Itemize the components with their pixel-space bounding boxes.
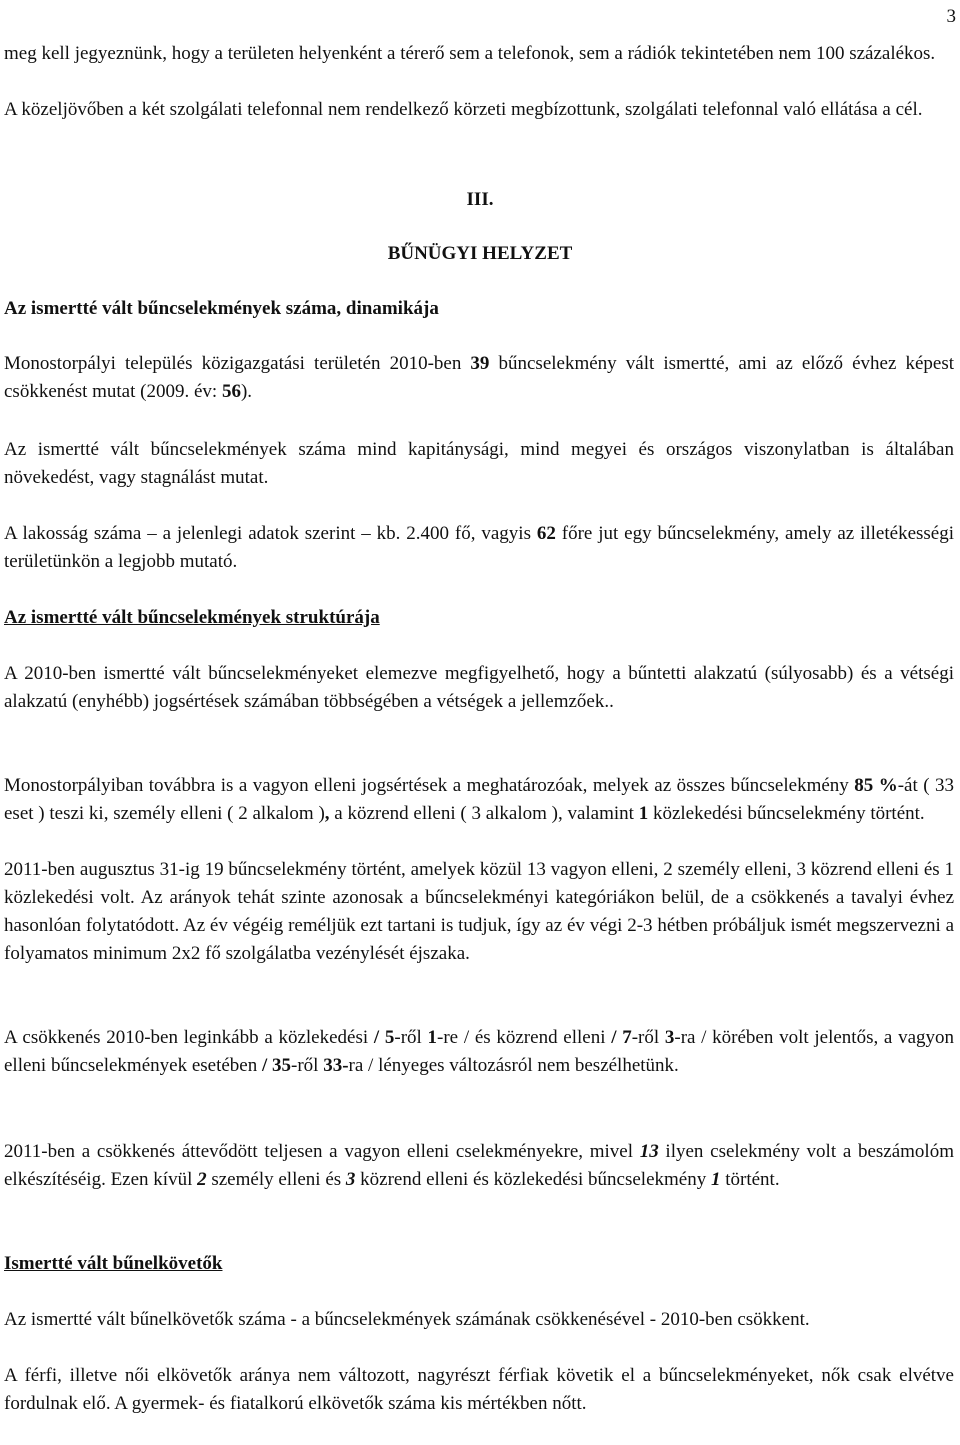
heading-dinamika: Az ismertté vált bűncselekmények száma, dinamikája bbox=[4, 298, 439, 319]
paragraph-decrease-2011: 2011-ben a csökkenés áttevődött teljesen a vagyon elleni cselekményekre, mivel 13 ilyen cselekmény volt a beszámolóm elkészítéséig. Ezen kívül 2 személy elleni és 3 közrend elleni és közlekedési bűncselekmény 1 történt. bbox=[4, 1141, 954, 1190]
intro-paragraph: meg kell jegyeznünk, hogy a területen helyenként a térerő sem a telefonok, sem a rádiók tekintetében nem 100 százalékos. bbox=[4, 43, 936, 64]
paragraph-population: A lakosság száma – a jelenlegi adatok szerint – kb. 2.400 fő, vagyis 62 főre jut egy bűncselekmény, amely az illetékességi területünkön a legjobb mutató. bbox=[4, 523, 955, 572]
heading-elkovetok: Ismertté vált bűnelkövetők bbox=[4, 1253, 223, 1274]
intro-paragraph-2: A közeljövőben a két szolgálati telefonnal nem rendelkező körzeti megbízottunk, szolgálati telefonnal való ellátása a cél. bbox=[4, 99, 923, 120]
paragraph-2011: 2011-ben augusztus 31-ig 19 bűncselekmény történt, amelyek közül 13 vagyon elleni, 2 személy elleni, 3 közrend elleni és 1 közlekedési volt. Az arányok tehát szinte azonosak a bűncselekményi kategóriákon belül, de a csökkenés a tavalyi évhez hasonlóan folytatódott. Az év végéig reméljük ezt tartani is tudjuk, így az év végi 2-3 hétben próbáljuk ismét megszervezni a folyamatos minimum 2x2 fő szolgálatba vezénylését éjszaka. bbox=[4, 859, 954, 964]
paragraph-decrease-2010: A csökkenés 2010-ben leginkább a közlekedési / 5-ről 1-re / és közrend elleni / 7-ről 3-ra / körében volt jelentős, a vagyon elleni bűncselekmények esetében / 35-ről 33-ra / lényeges változásról nem beszélhetünk. bbox=[4, 1027, 955, 1076]
paragraph-structure: A 2010-ben ismertté vált bűncselekményeket elemezve megfigyelhető, hogy a bűntetti alakzatú (súlyosabb) és a vétségi alakzatú (enyhébb) jogsértések számában többségében a vétségek a jellemzőek.. bbox=[4, 663, 954, 712]
page-number: 3 bbox=[946, 6, 956, 27]
paragraph-offenders-count: Az ismertté vált bűnelkövetők száma - a bűncselekmények számának csökkenésével - 2010-ben csökkent. bbox=[4, 1309, 810, 1330]
section-title: BŰNÜGYI HELYZET bbox=[387, 243, 573, 264]
paragraph-trend: Az ismertté vált bűncselekmények száma mind kapitánysági, mind megyei és országos viszonylatban is általában növekedést, vagy stagnálást mutat. bbox=[4, 439, 954, 488]
heading-struktura: Az ismertté vált bűncselekmények struktúrája bbox=[4, 607, 380, 628]
paragraph-property-crimes: Monostorpályiban továbbra is a vagyon elleni jogsértések a meghatározóak, melyek az összes bűncselekmény 85 %-át ( 33 eset ) teszi ki, személy elleni ( 2 alkalom ), a közrend elleni ( 3 alkalom ), valamint 1 közlekedési bűncselekmény történt. bbox=[4, 775, 955, 824]
section-number: III. bbox=[466, 189, 494, 210]
paragraph-offenders-gender: A férfi, illetve női elkövetők aránya nem változott, nagyrészt férfiak követik el a bűncselekményeket, nők csak elvétve fordulnak elő. A gyermek- és fiatalkorú elkövetők száma kis mértékben nőtt. bbox=[4, 1365, 954, 1414]
paragraph-count-2010: Monostorpályi település közigazgatási területén 2010-ben 39 bűncselekmény vált ismertté, ami az előző évhez képest csökkenést mutat (2009. év: 56). bbox=[4, 353, 954, 402]
